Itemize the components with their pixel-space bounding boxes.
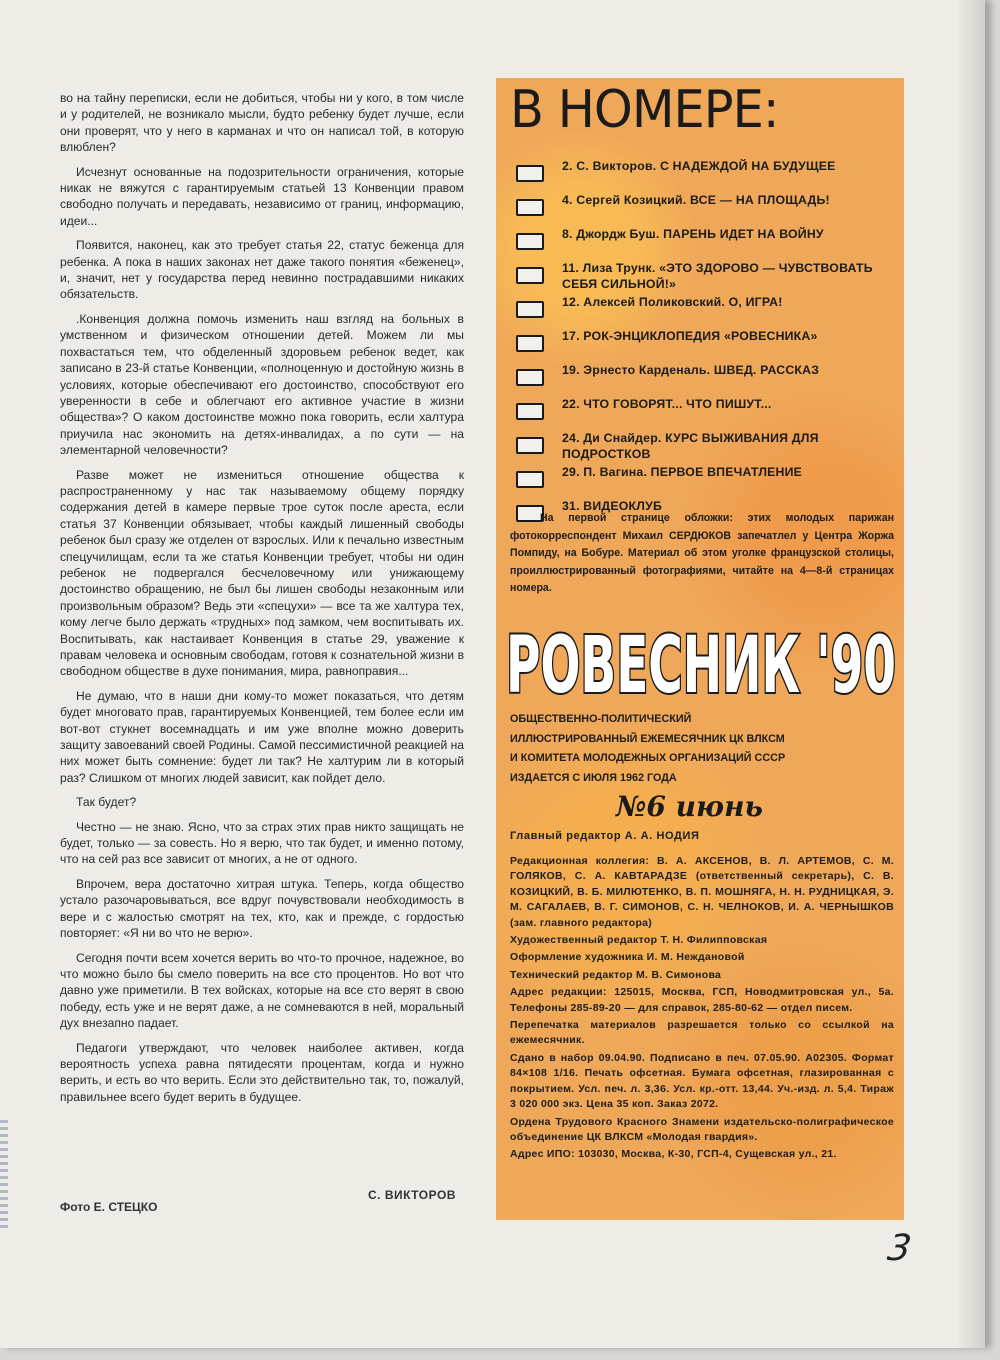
checkbox-icon [516,437,544,454]
article-paragraph: Разве может не измениться отношение общества к распространенному у нас так называемому общему порядку содержания детей в камере первые трое суток после ареста, если статья 37 Конвенции обязывает, чтобы каждый лишенный свободы ребенок был сразу же отделен от взрослых. Или к печально известным спецучилищам, если та же статья Конвенции требует, чтобы ни один ребенок не подвергался бесчеловечному или унижающему достоинство обращению, не был бы лишен свободы незаконным или произвольным образом? Ведь эти «спецухи» — все та же халтура тех, кому легче было держать «трудных» под замком, чем воспитывать их. Воспитывать, как настаивает Конвенция в статье 29, уважение к правам человека и основным свободам, готовя к сознательной жизни в свободном обществе в духе понимания, мира, равноправия... [60,467,464,679]
article-paragraph: Впрочем, вера достаточно хитрая штука. Теперь, когда общество устало разочаровываться, все вдруг почувствовали необходимость в вере и с жалостью смотрят на тех, кто, как и прежде, с гордостью повторяет: «Я ни во что не верю». [60,876,464,941]
checkbox-icon [516,369,544,386]
article-paragraph: Появится, наконец, как это требует статья 22, статус беженца для ребенка. А пока в наших законах нет даже такого понятия «беженец», и, значит, нет у государства перед невинно пострадавшими никаких обязательств. [60,238,464,302]
imprint-line: Технический редактор М. В. Симонова [510,968,722,981]
contents-item [516,328,896,360]
checkbox-icon [516,233,544,250]
contents-item-text: 12. Алексей Поликовский. О, ИГРА! [562,295,783,309]
imprint-line: Адрес редакции: 125015, Москва, ГСП, Новодмитровская ул., 5а. Телефоны 285-89-20 — для справок, 285-80-62 — отдел писем. [510,986,894,1014]
imprint-line: Оформление художника И. М. Неждановой [510,951,745,964]
contents-item-text: 17. РОК-ЭНЦИКЛОПЕДИЯ «РОВЕСНИКА» [562,329,818,343]
contents-item [516,362,896,394]
checkbox-icon [516,199,544,216]
article-paragraph: Педагоги утверждают, что человек наиболее активен, когда вероятность успеха равна пятидесяти процентам, когда и нужно верить, и есть во что верить. Если это действительно так, то, пожалуй, правильнее всего будет верить в будущее. [60,1040,464,1104]
article-paragraph: Не думаю, что в наши дни кому-то может показаться, что детям будет многовато прав, гарантируемых Конвенцией, тем более если им вот-вот стукнет восемнадцать и им уже вполне можно доверить защиту завоеваний своей Родины. Самой пессимистичной реакцией на них может быть сомнение: будет ли так? Не халтурим ли в который раз? Слишком от многих людей зависит, как пойдет дело. [60,688,464,785]
contents-title: В НОМЕРЕ: [510,80,779,140]
article-paragraph: Честно — не знаю. Ясно, что за страх этих прав никто защищать не будет, только — за совесть. Но я верю, что так будет, и именно потому, что на сей раз все зависит от многих, а не от одного. [60,819,464,867]
cover-note: На первой странице обложки: этих молодых парижан фотокорреспондент Михаил СЕРДЮКОВ запечатлел у Центра Жоржа Помпиду, на Бобуре. Материал об этом уголке французской столицы, проиллюстрированный фотографиями, читайте на 4—8-й страницах номера. [510,512,894,594]
contents-item [516,192,896,224]
contents-item [516,294,896,326]
contents-item-text: 11. Лиза Трунк. «ЭТО ЗДОРОВО — ЧУВСТВОВАТЬ СЕБЯ СИЛЬНОЙ!» [562,261,873,291]
contents-panel [496,78,904,1220]
contents-item-text: 2. С. Викторов. С НАДЕЖДОЙ НА БУДУЩЕЕ [562,159,836,173]
contents-item-text: 8. Джордж Буш. ПАРЕНЬ ИДЕТ НА ВОЙНУ [562,227,824,241]
contents-item [516,464,896,496]
contents-item [516,158,896,190]
contents-item [516,396,896,428]
contents-item-text: 29. П. Вагина. ПЕРВОЕ ВПЕЧАТЛЕНИЕ [562,465,803,479]
imprint-line: Ордена Трудового Красного Знамени издательско-полиграфическое объединение ЦК ВЛКСМ «Молодая гвардия». [510,1115,894,1143]
article-column [60,90,464,1113]
contents-list [516,158,896,532]
issue-number: №6 июнь [616,790,763,823]
contents-item-text: 22. ЧТО ГОВОРЯТ... ЧТО ПИШУТ... [562,397,772,411]
article-paragraph: Сегодня почти всем хочется верить во что-то прочное, надежное, во что можно было бы смело поверить на все сто процентов. Но вот что давно уже приметили. В тех войсках, которые на все сто верят в свою победу, есть уже и не верят даже, а не сомневаются в ней, моральный дух внезапно падает. [60,950,464,1031]
contents-item-text: 4. Сергей Козицкий. ВСЕ — НА ПЛОЩАДЬ! [562,193,830,207]
checkbox-icon [516,471,544,488]
magazine-logo-text: РОВЕСНИК '90 [506,621,896,706]
checkbox-icon [516,403,544,420]
contents-item [516,226,896,258]
photo-credit: Фото Е. СТЕЦКО [60,1200,158,1214]
imprint-line: Художественный редактор Т. Н. Филипповская [510,934,768,947]
contents-item [516,430,896,462]
article-paragraph: во на тайну переписки, если не добиться, чтобы ни у кого, в том числе и у родителей, не возникало мысли, будто ребенку будет лучше, если они проверят, что у него в карманах и что он написал той, в которую влюблен? [60,91,464,155]
contents-item [516,260,896,292]
checkbox-icon [516,267,544,284]
chief-editor: Главный редактор А. А. НОДИЯ [510,830,700,842]
imprint-line: Редакционная коллегия: В. А. АКСЕНОВ, В. Л. АРТЕМОВ, С. М. ГОЛЯКОВ, С. А. КАВТАРАДЗЕ (ответственный секретарь), С. В. КОЗИЦКИЙ, В. Б. МИЛЮТЕНКО, В. П. МОШНЯГА, Н. Н. РУДНИЦКАЯ, Э. М. САГАЛАЕВ, В. Г. СИМОНОВ, С. Н. ЧЕЛНОКОВ, И. А. ЧЕРНЫШКОВ (зам. главного редактора) [510,855,894,929]
imprint [510,854,894,1165]
article-paragraph: Так будет? [76,795,137,810]
checkbox-icon [516,335,544,352]
article-author: С. ВИКТОРОВ [368,1188,456,1202]
masthead-subtitle-line: И КОМИТЕТА МОЛОДЕЖНЫХ ОРГАНИЗАЦИЙ СССР [510,752,786,764]
imprint-line: Адрес ИПО: 103030, Москва, К-30, ГСП-4, Сущевская ул., 21. [510,1148,837,1161]
article-paragraph: .Конвенция должна помочь изменить наш взгляд на больных в умственном и физическом отношении детей. Можем ли мы похвастаться тем, что обделенный здоровьем ребенок ведет, как записано в 23-й статье Конвенции, «полноценную и достойную жизнь в условиях, которые обеспечивают его достоинство, способствуют его уверенности в себе и облегчают его активное участие в жизни общества»? О каком достоинстве можно пока говорить, если халтура приучила нас экономить на детях-инвалидах, а по сути — на элементарной человечности? [60,311,464,458]
imprint-line: Сдано в набор 09.04.90. Подписано в печ. 07.05.90. А02305. Формат 84×108 1/16. Печать офсетная. Бумага офсетная, глазированная с покрытием. Усл. печ. л. 3,36. Усл. кр.-отт. 13,44. Уч.-изд. л. 5,4. Тираж 3 020 000 экз. Цена 35 коп. Заказ 2072. [510,1051,894,1111]
article-paragraph: Исчезнут основанные на подозрительности ограничения, которые никак не вяжутся с гарантируемым статьей 13 Конвенции правом свободно получать и передавать, независимо от границ, информацию, идеи... [60,164,464,228]
masthead-subtitle [510,710,900,788]
contents-item-text: 19. Эрнесто Карденаль. ШВЕД. РАССКАЗ [562,363,820,377]
masthead-subtitle-line: ОБЩЕСТВЕННО-ПОЛИТИЧЕСКИЙ [510,713,692,725]
contents-item-text: 31. ВИДЕОКЛУБ [562,499,662,513]
checkbox-icon [516,301,544,318]
contents-item-text: 24. Ди Снайдер. КУРС ВЫЖИВАНИЯ ДЛЯ ПОДРОСТКОВ [562,431,819,461]
page-number: 3 [885,1228,914,1269]
masthead-subtitle-line: ИЛЛЮСТРИРОВАННЫЙ ЕЖЕМЕСЯЧНИК ЦК ВЛКСМ [510,732,785,745]
magazine-logo [502,614,902,706]
checkbox-icon [516,165,544,182]
margin-scribble [0,1120,8,1230]
masthead-subtitle-line: ИЗДАЕТСЯ С ИЮЛЯ 1962 ГОДА [510,771,677,784]
imprint-line: Перепечатка материалов разрешается только со ссылкой на ежемесячник. [510,1019,894,1047]
